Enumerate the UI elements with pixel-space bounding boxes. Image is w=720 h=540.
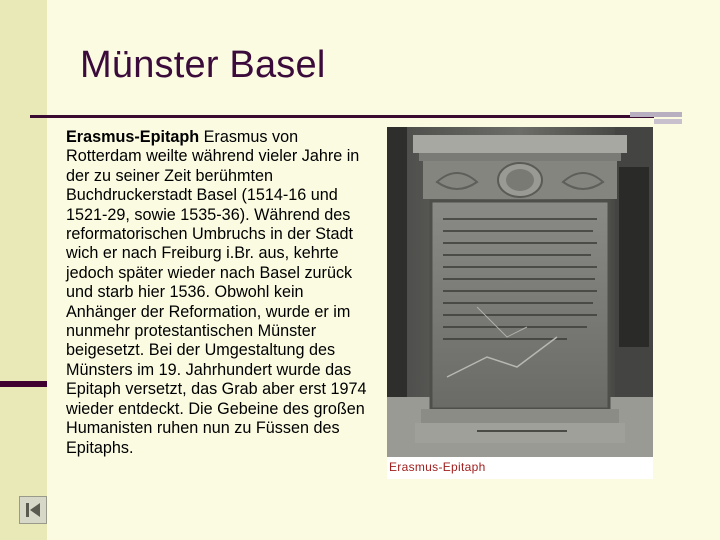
body-text: Erasmus von Rotterdam weilte während vieler Jahre in der zu seiner Zeit berühmten Buchdruckerstadt Basel (1514-16 und 1521-29, sowie 1535-36). Während des reformatorischen Umbruchs in der Stadt wich er nach Freiburg i.Br. aus, kehrte jedoch später wieder nach Basel zurück und starb hier 1536. Obwohl kein Anhänger der Reformation, wurde er im nunmehr protestantischen Münster beigesetzt. Bei der Umgestaltung des Münsters im 19. Jahrhundert wurde das Epitaph versetzt, das Grab aber erst 1974 wieder entdeckt. Die Gebeine des großen Humanisten ruhen nun zu Füssen des Epitaphs. xyxy=(66,128,367,457)
title-rule-accent xyxy=(630,112,682,117)
left-band xyxy=(0,0,47,540)
photo-caption: Erasmus-Epitaph xyxy=(389,460,486,474)
title-rule-accent-lower xyxy=(654,119,682,124)
epitaph-photo xyxy=(387,127,653,479)
body-lead: Erasmus-Epitaph xyxy=(66,128,200,146)
title-rule xyxy=(30,115,654,118)
epitaph-photo-drawing xyxy=(387,127,653,457)
previous-slide-button[interactable] xyxy=(19,496,47,524)
slide-title: Münster Basel xyxy=(80,44,326,86)
body-paragraph xyxy=(66,128,371,458)
left-accent-bar xyxy=(0,381,47,387)
first-slide-icon xyxy=(23,500,43,520)
